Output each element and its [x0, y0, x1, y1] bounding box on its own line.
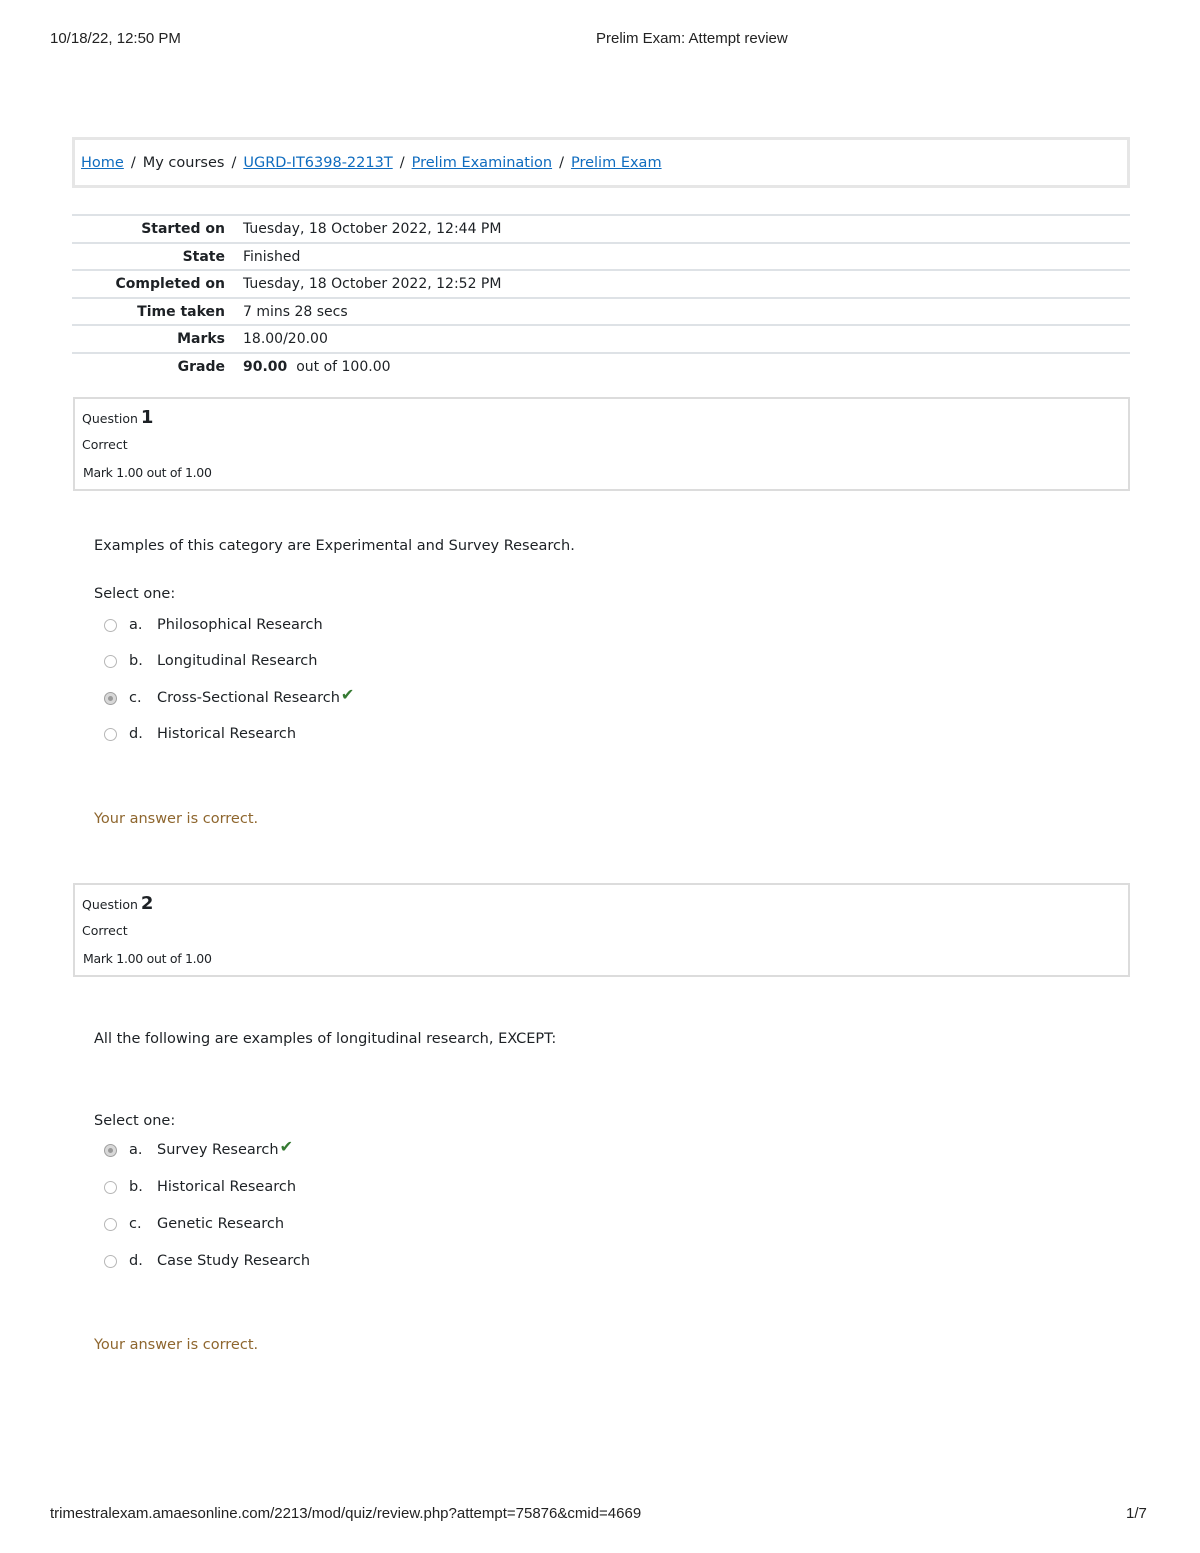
print-page-number: 1/7: [1126, 1505, 1147, 1522]
question-state: Correct: [82, 923, 128, 938]
answer-option[interactable]: [104, 1250, 310, 1272]
radio-icon[interactable]: [104, 1144, 117, 1157]
breadcrumb-separator: /: [130, 155, 136, 171]
summary-label: Completed on: [115, 276, 225, 292]
question-number: [82, 407, 153, 428]
summary-row-time-taken: [72, 297, 1130, 325]
option-text: Cross-Sectional Research: [157, 690, 340, 706]
answer-feedback: Your answer is correct.: [94, 1337, 259, 1353]
summary-row-started: [72, 214, 1130, 242]
question-1-info: [73, 397, 1130, 491]
option-letter: d.: [129, 1253, 143, 1269]
option-letter: d.: [129, 726, 143, 742]
radio-icon[interactable]: [104, 1181, 117, 1194]
option-text: Genetic Research: [157, 1216, 285, 1232]
answer-option[interactable]: [104, 650, 317, 672]
grade-out-of: out of 100.00: [296, 358, 391, 375]
summary-value: Tuesday, 18 October 2022, 12:52 PM: [243, 276, 502, 292]
breadcrumb-container: [72, 137, 1130, 188]
check-icon: ✔: [340, 684, 355, 704]
breadcrumb-section-link[interactable]: Prelim Examination: [411, 155, 553, 171]
summary-label: Marks: [177, 331, 225, 347]
question-number-value: 2: [140, 893, 154, 914]
print-page-title: Prelim Exam: Attempt review: [596, 30, 788, 47]
summary-value: Finished: [243, 248, 301, 265]
question-text: All the following are examples of longitudinal research, EXCEPT:: [94, 1031, 557, 1047]
grade-value: 90.00: [243, 358, 288, 375]
breadcrumb-my-courses: My courses: [142, 155, 225, 171]
breadcrumb-separator: /: [231, 155, 237, 171]
summary-row-grade: [72, 352, 1130, 380]
question-1-content: [94, 538, 994, 827]
summary-row-completed: [72, 269, 1130, 297]
option-text: Historical Research: [157, 1179, 297, 1195]
option-text: Case Study Research: [157, 1253, 311, 1269]
breadcrumb: [81, 155, 662, 171]
summary-row-marks: [72, 324, 1130, 352]
breadcrumb-home-link[interactable]: Home: [81, 155, 124, 171]
print-footer: [0, 1505, 1200, 1525]
answer-option[interactable]: [104, 723, 296, 745]
radio-icon[interactable]: [104, 728, 117, 741]
select-one-prompt: Select one:: [94, 1113, 176, 1129]
option-text: Longitudinal Research: [157, 653, 318, 669]
question-number-value: 1: [140, 407, 154, 428]
select-one-prompt: Select one:: [94, 586, 176, 602]
question-label: Question: [82, 897, 138, 912]
question-grade: Mark 1.00 out of 1.00: [83, 465, 212, 480]
option-letter: b.: [129, 653, 143, 669]
answer-option[interactable]: [104, 614, 323, 636]
answer-option-selected[interactable]: [104, 684, 355, 709]
radio-icon[interactable]: [104, 1255, 117, 1268]
question-number: [82, 893, 153, 914]
summary-value: [243, 359, 391, 375]
summary-value: 7 mins 28 secs: [243, 303, 348, 320]
option-letter: a.: [129, 617, 143, 633]
print-header: [0, 30, 1200, 50]
radio-icon[interactable]: [104, 692, 117, 705]
print-url: trimestralexam.amaesonline.com/2213/mod/quiz/review.php?attempt=75876&cmid=4669: [50, 1505, 642, 1522]
breadcrumb-separator: /: [559, 155, 564, 171]
breadcrumb-separator: /: [399, 155, 405, 171]
question-2-content: [94, 1031, 994, 1353]
answer-option[interactable]: [104, 1176, 296, 1198]
summary-value: 18.00/20.00: [243, 331, 328, 347]
breadcrumb-course-link[interactable]: UGRD-IT6398-2213T: [243, 155, 393, 171]
option-letter: b.: [129, 1179, 143, 1195]
radio-icon[interactable]: [104, 1218, 117, 1231]
check-icon: ✔: [279, 1136, 293, 1156]
option-text: Survey Research: [157, 1142, 279, 1158]
option-letter: c.: [129, 690, 142, 706]
question-text: Examples of this category are Experimental and Survey Research.: [94, 538, 575, 554]
option-letter: c.: [129, 1216, 142, 1232]
summary-row-state: [72, 242, 1130, 270]
radio-icon[interactable]: [104, 619, 117, 632]
summary-label: Started on: [141, 221, 225, 237]
question-state: Correct: [82, 437, 128, 452]
summary-label: Time taken: [137, 303, 225, 320]
summary-label: State: [182, 248, 225, 265]
answer-feedback: Your answer is correct.: [94, 811, 259, 827]
option-letter: a.: [129, 1142, 143, 1158]
question-2-info: [73, 883, 1130, 977]
print-datetime: 10/18/22, 12:50 PM: [50, 30, 181, 47]
breadcrumb-quiz-link[interactable]: Prelim Exam: [570, 155, 662, 171]
question-label: Question: [82, 411, 138, 426]
summary-label: Grade: [177, 358, 225, 375]
answer-option[interactable]: [104, 1213, 284, 1235]
option-text: Philosophical Research: [157, 617, 323, 633]
attempt-summary-table: [72, 214, 1130, 379]
summary-value: Tuesday, 18 October 2022, 12:44 PM: [243, 221, 502, 237]
radio-icon[interactable]: [104, 655, 117, 668]
answer-option-selected[interactable]: [104, 1136, 293, 1161]
option-text: Historical Research: [157, 726, 297, 742]
question-grade: Mark 1.00 out of 1.00: [83, 951, 212, 966]
